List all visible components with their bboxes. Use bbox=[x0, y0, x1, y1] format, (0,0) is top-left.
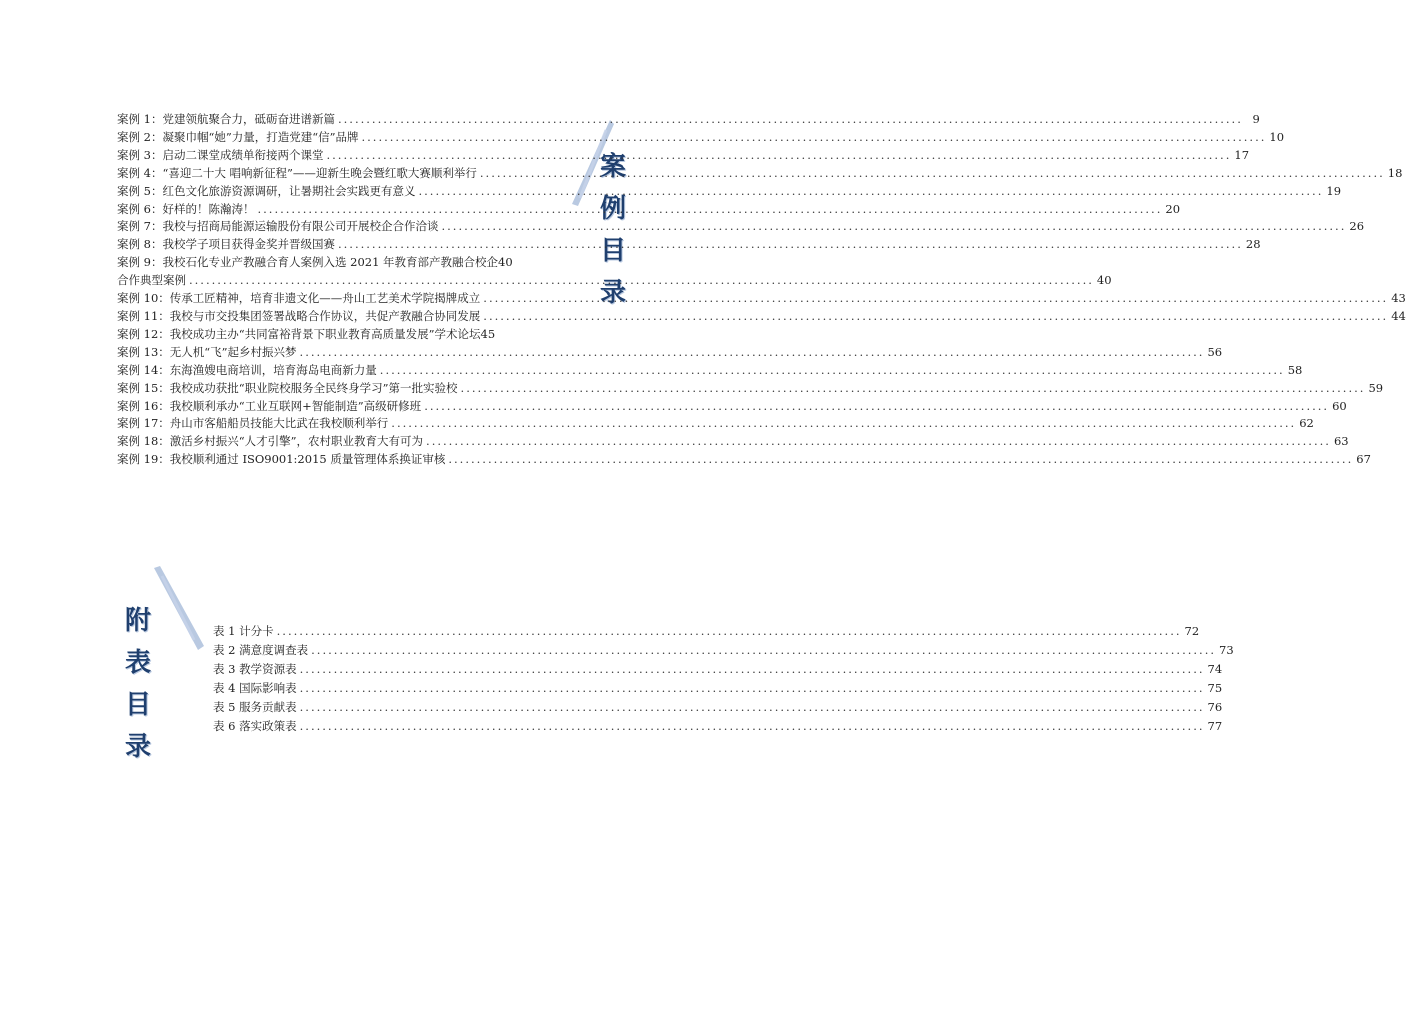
dot-leader bbox=[297, 698, 1208, 717]
dot-leader bbox=[421, 398, 1332, 416]
toc-entry-title: 案例 8：我校学子项目获得金奖并晋级国赛 bbox=[117, 237, 335, 252]
case-heading-char: 录 bbox=[599, 278, 626, 308]
toc-entry-title: 合作典型案例 bbox=[117, 273, 186, 288]
toc-entry-title: 表 6 落实政策表 bbox=[213, 719, 297, 733]
toc-entry-page: 63 bbox=[1333, 434, 1349, 449]
toc-entry-page: 40 bbox=[1096, 273, 1112, 288]
case-heading-char: 例 bbox=[599, 194, 626, 224]
toc-entry-page: 17 bbox=[1234, 147, 1250, 162]
toc-entry[interactable] bbox=[213, 622, 1200, 641]
dot-leader bbox=[480, 308, 1391, 326]
dot-leader bbox=[377, 362, 1288, 380]
toc-entry-title: 案例 1：党建领航聚合力，砥砺奋进谱新篇 bbox=[117, 112, 335, 126]
toc-entry-title: 表 2 满意度调查表 bbox=[213, 643, 309, 657]
toc-entry[interactable] bbox=[117, 308, 1406, 326]
toc-entry[interactable] bbox=[117, 183, 1342, 201]
dot-leader bbox=[359, 129, 1270, 147]
toc-entry[interactable] bbox=[117, 165, 1403, 183]
toc-entry-page: 18 bbox=[1387, 165, 1403, 180]
appendix-toc-list bbox=[213, 622, 1234, 736]
toc-entry-title: 表 3 教学资源表 bbox=[213, 662, 297, 676]
dot-leader bbox=[297, 679, 1208, 698]
dot-leader bbox=[458, 380, 1369, 398]
toc-entry[interactable] bbox=[117, 290, 1406, 308]
toc-entry-page: 56 bbox=[1207, 344, 1223, 359]
case-heading-char: 案 bbox=[599, 152, 626, 182]
toc-entry-page: 28 bbox=[1245, 237, 1261, 252]
toc-entry[interactable] bbox=[117, 362, 1303, 380]
toc-entry-title: 案例 9：我校石化专业产教融合育人案例入选 2021 年教育部产教融合校企 bbox=[117, 255, 499, 270]
toc-entry-title: 案例 13：无人机“飞”起乡村振兴梦 bbox=[117, 344, 297, 359]
dot-leader bbox=[308, 641, 1219, 660]
toc-entry-title: 表 4 国际影响表 bbox=[213, 681, 297, 695]
dot-leader bbox=[254, 201, 1165, 219]
toc-entry-page: 26 bbox=[1349, 219, 1365, 234]
dot-leader bbox=[423, 433, 1334, 451]
toc-entry[interactable] bbox=[117, 380, 1384, 398]
toc-entry[interactable] bbox=[213, 717, 1223, 736]
toc-entry[interactable] bbox=[117, 129, 1285, 147]
toc-entry[interactable] bbox=[117, 201, 1181, 219]
toc-entry-page: 20 bbox=[1165, 201, 1181, 216]
toc-entry-title: 案例 11：我校与市交投集团签署战略合作协议，共促产教融合协同发展 bbox=[117, 308, 481, 323]
toc-entry-page: 19 bbox=[1326, 183, 1342, 198]
toc-entry[interactable] bbox=[117, 111, 1260, 129]
toc-entry-title: 案例 4：“喜迎二十大 唱响新征程”——迎新生晚会暨红歌大赛顺利举行 bbox=[117, 165, 477, 180]
toc-entry-page: 40 bbox=[498, 255, 513, 270]
toc-entry-title: 案例 2：凝聚巾帼“她”力量，打造党建“信”品牌 bbox=[117, 129, 359, 144]
toc-entry[interactable] bbox=[213, 660, 1223, 679]
toc-entry-page: 72 bbox=[1184, 624, 1200, 638]
toc-entry-page: 75 bbox=[1207, 681, 1223, 695]
dot-leader bbox=[415, 183, 1326, 201]
toc-entry[interactable] bbox=[117, 236, 1261, 254]
toc-entry-title: 案例 5：红色文化旅游资源调研，让暑期社会实践更有意义 bbox=[117, 183, 416, 198]
toc-entry[interactable] bbox=[117, 398, 1347, 416]
toc-entry-title: 案例 14：东海渔嫂电商培训，培育海岛电商新力量 bbox=[117, 362, 377, 377]
toc-entry-title: 表 1 计分卡 bbox=[213, 624, 274, 638]
toc-entry[interactable] bbox=[213, 641, 1234, 660]
toc-entry[interactable] bbox=[117, 218, 1365, 236]
dot-leader bbox=[274, 622, 1185, 641]
toc-entry-page: 74 bbox=[1207, 662, 1223, 676]
dot-leader bbox=[445, 451, 1356, 469]
dot-leader bbox=[438, 218, 1349, 236]
toc-entry-page: 76 bbox=[1207, 700, 1223, 714]
toc-entry-page: 60 bbox=[1332, 398, 1347, 413]
toc-entry-page: 77 bbox=[1207, 719, 1223, 733]
toc-entry[interactable] bbox=[117, 344, 1223, 362]
appendix-heading-char: 目 bbox=[124, 690, 151, 720]
case-toc-list bbox=[117, 111, 1406, 469]
toc-entry-title: 案例 17：舟山市客船船员技能大比武在我校顺利举行 bbox=[117, 416, 389, 431]
appendix-heading-char: 表 bbox=[124, 648, 151, 678]
toc-entry-title: 案例 16：我校顺利承办“工业互联网+智能制造”高级研修班 bbox=[117, 398, 422, 413]
dot-leader bbox=[335, 111, 1246, 129]
toc-entry-page: 67 bbox=[1356, 452, 1371, 467]
toc-entry-title: 案例 3：启动二课堂成绩单衔接两个课堂 bbox=[117, 147, 324, 162]
appendix-heading-char: 录 bbox=[124, 732, 151, 762]
toc-entry[interactable] bbox=[117, 272, 1112, 290]
dot-leader bbox=[297, 344, 1208, 362]
toc-entry[interactable] bbox=[213, 679, 1223, 698]
toc-entry[interactable] bbox=[117, 326, 545, 344]
toc-entry-page: 9 bbox=[1252, 112, 1260, 126]
toc-entry[interactable] bbox=[117, 451, 1371, 469]
appendix-heading-char: 附 bbox=[124, 606, 151, 636]
dot-leader bbox=[297, 660, 1208, 679]
toc-entry-page: 73 bbox=[1219, 643, 1234, 657]
toc-entry-title: 案例 18：激活乡村振兴“人才引擎”，农村职业教育大有可为 bbox=[117, 434, 424, 449]
toc-entry[interactable] bbox=[117, 147, 1250, 165]
appendix-toc-heading bbox=[118, 600, 158, 768]
toc-entry-title: 案例 6：好样的！陈瀚涛！ bbox=[117, 201, 255, 216]
toc-entry[interactable] bbox=[117, 254, 545, 272]
toc-entry-title: 案例 12：我校成功主办“共同富裕背景下职业教育高质量发展”学术论坛 bbox=[117, 326, 481, 341]
toc-entry[interactable] bbox=[117, 415, 1314, 433]
dot-leader bbox=[477, 165, 1388, 183]
dot-leader bbox=[323, 147, 1234, 165]
toc-entry-page: 44 bbox=[1391, 308, 1406, 323]
toc-entry-page: 43 bbox=[1391, 291, 1406, 306]
toc-entry-page: 45 bbox=[480, 326, 496, 341]
dot-leader bbox=[388, 415, 1299, 433]
toc-entry-page: 10 bbox=[1269, 129, 1285, 144]
toc-entry-title: 案例 10：传承工匠精神，培育非遗文化——舟山工艺美术学院揭牌成立 bbox=[117, 291, 481, 306]
dot-leader bbox=[335, 236, 1246, 254]
dot-leader bbox=[297, 717, 1208, 736]
case-heading-char: 目 bbox=[599, 236, 626, 266]
toc-entry-page: 62 bbox=[1299, 416, 1314, 431]
toc-entry[interactable] bbox=[117, 433, 1349, 451]
toc-entry[interactable] bbox=[213, 698, 1223, 717]
dot-leader bbox=[186, 272, 1097, 290]
toc-entry-title: 表 5 服务贡献表 bbox=[213, 700, 297, 714]
toc-entry-page: 59 bbox=[1368, 380, 1384, 395]
toc-entry-title: 案例 7：我校与招商局能源运输股份有限公司开展校企合作洽谈 bbox=[117, 219, 439, 234]
dot-leader bbox=[480, 290, 1391, 308]
toc-entry-page: 58 bbox=[1287, 362, 1303, 377]
toc-entry-title: 案例 15：我校成功获批“职业院校服务全民终身学习”第一批实验校 bbox=[117, 380, 458, 395]
toc-entry-title: 案例 19：我校顺利通过 ISO9001:2015 质量管理体系换证审核 bbox=[117, 452, 446, 467]
